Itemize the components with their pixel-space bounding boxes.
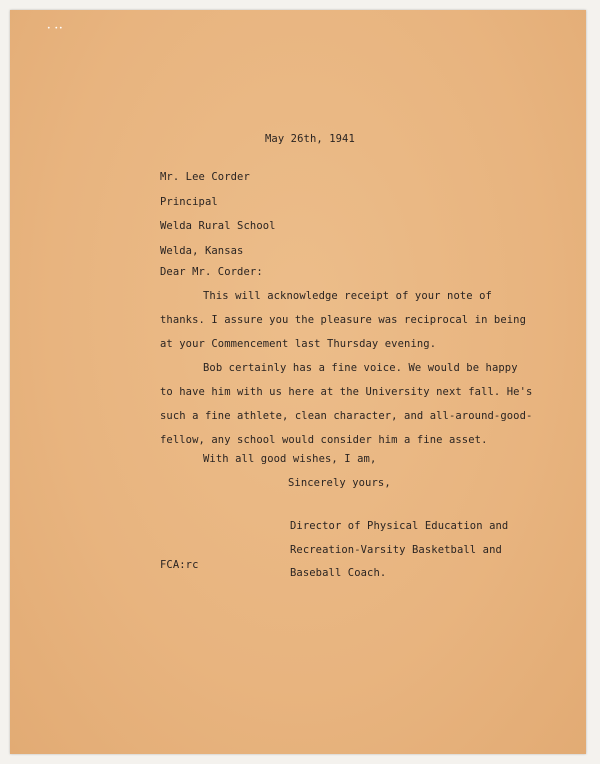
paragraph2-line4: fellow, any school would consider him a fine asset. bbox=[160, 434, 488, 446]
recipient-city: Welda, Kansas bbox=[160, 245, 244, 257]
signature-line2: Recreation-Varsity Basketball and bbox=[290, 544, 502, 556]
salutation: Dear Mr. Corder: bbox=[160, 266, 263, 278]
typist-initials: FCA:rc bbox=[160, 559, 199, 571]
paragraph2-line1: Bob certainly has a fine voice. We would be happy bbox=[203, 362, 518, 374]
paper-speck-marks: • •• bbox=[47, 25, 64, 32]
paragraph1-line1: This will acknowledge receipt of your note of bbox=[203, 290, 492, 302]
paragraph2-line2: to have him with us here at the University next fall. He's bbox=[160, 386, 533, 398]
letter-date: May 26th, 1941 bbox=[265, 133, 355, 145]
complimentary-close: Sincerely yours, bbox=[288, 477, 391, 489]
signature-line3: Baseball Coach. bbox=[290, 567, 387, 579]
signature-line1: Director of Physical Education and bbox=[290, 520, 509, 532]
letter-page bbox=[10, 10, 586, 754]
recipient-title: Principal bbox=[160, 196, 218, 208]
recipient-school: Welda Rural School bbox=[160, 220, 276, 232]
recipient-name: Mr. Lee Corder bbox=[160, 171, 250, 183]
closing-wish: With all good wishes, I am, bbox=[203, 453, 377, 465]
paragraph1-line2: thanks. I assure you the pleasure was reciprocal in being bbox=[160, 314, 527, 326]
paragraph2-line3: such a fine athlete, clean character, and all-around-good- bbox=[160, 410, 533, 422]
paragraph1-line3: at your Commencement last Thursday evening. bbox=[160, 338, 437, 350]
